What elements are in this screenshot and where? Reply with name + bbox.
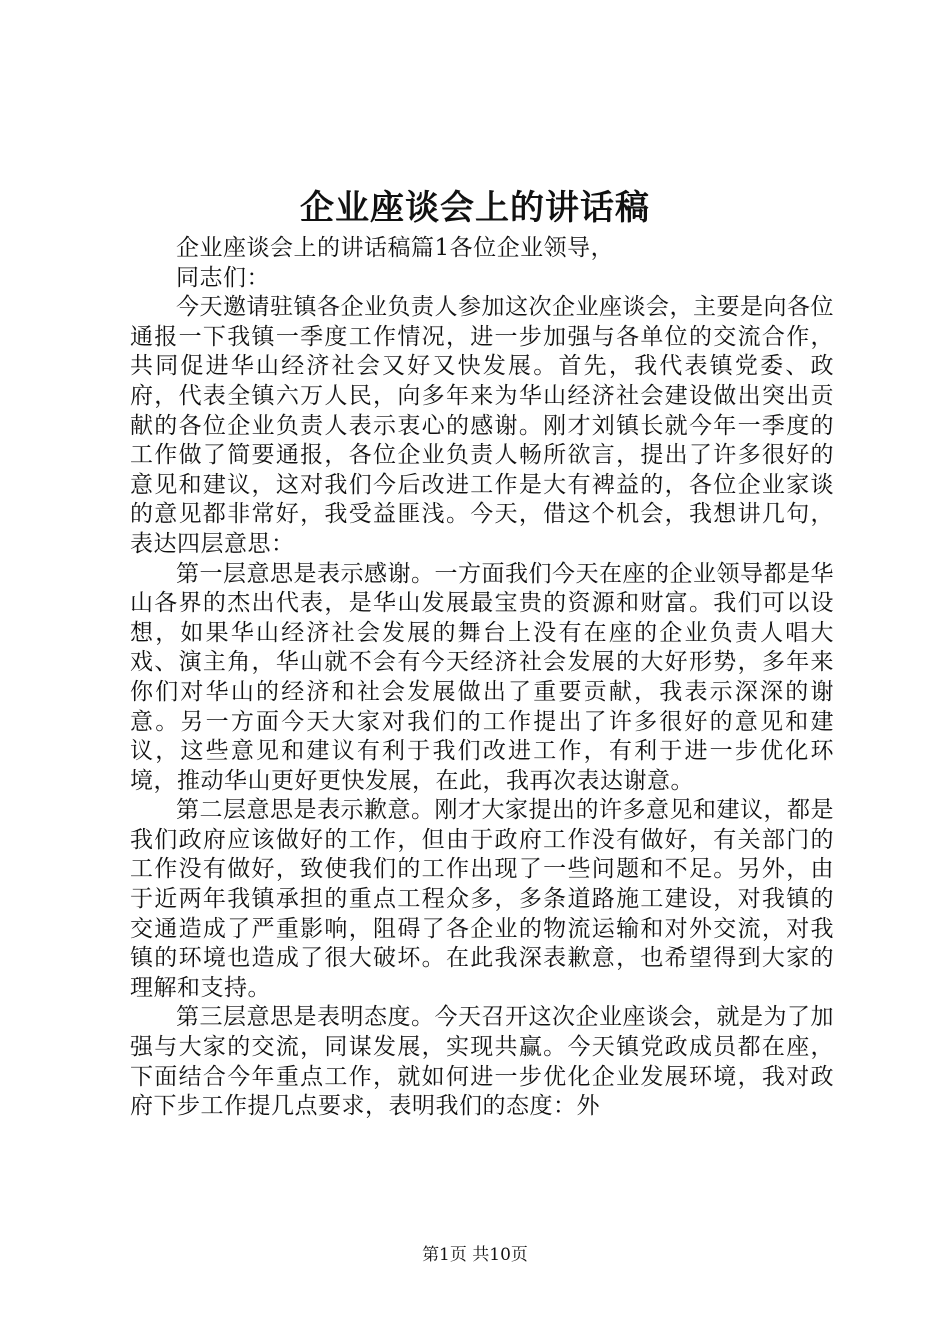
document-body	[130, 234, 834, 1122]
body-paragraph: 同志们：	[176, 264, 270, 291]
page-number-footer: 第1页 共10页	[422, 1245, 528, 1265]
body-paragraph: 今天邀请驻镇各企业负责人参加这次企业座谈会，主要是向各位通报一下我镇一季度工作情况，进一步加强与各单位的交流合作，共同促进华山经济社会又好又快发展。首先，我代表镇党委、政府，代表全镇六万人民，向多年来为华山经济社会建设做出突出贡献的各位企业负责人表示衷心的感谢。刚才刘镇长就今年一季度的工作做了简要通报，各位企业负责人畅所欲言，提出了许多很好的意见和建议，这对我们今后改进工作是大有裨益的，各位企业家谈的意见都非常好，我受益匪浅。今天，借这个机会，我想讲几句，表达四层意思：	[130, 294, 834, 557]
body-paragraph: 第一层意思是表示感谢。一方面我们今天在座的企业领导都是华山各界的杰出代表，是华山发展最宝贵的资源和财富。我们可以设想，如果华山经济社会发展的舞台上没有在座的企业负责人唱大戏、演主角，华山就不会有今天经济社会发展的大好形势，多年来你们对华山的经济和社会发展做出了重要贡献，我表示深深的谢意。另一方面今天大家对我们的工作提出了许多很好的意见和建议，这些意见和建议有利于我们改进工作，有利于进一步优化环境，推动华山更好更快发展，在此，我再次表达谢意。	[130, 560, 834, 794]
body-paragraph: 第三层意思是表明态度。今天召开这次企业座谈会，就是为了加强与大家的交流，同谋发展，实现共赢。今天镇党政成员都在座，下面结合今年重点工作，就如何进一步优化企业发展环境，我对政府下步工作提几点要求，表明我们的态度：外	[130, 1004, 834, 1120]
body-paragraph: 企业座谈会上的讲话稿篇1各位企业领导，	[176, 235, 615, 261]
document-title: 企业座谈会上的讲话稿	[300, 188, 650, 228]
body-paragraph: 第二层意思是表示歉意。刚才大家提出的许多意见和建议，都是我们政府应该做好的工作，但由于政府工作没有做好，有关部门的工作没有做好，致使我们的工作出现了一些问题和不足。另外，由于近两年我镇承担的重点工程众多，多条道路施工建设，对我镇的交通造成了严重影响，阻碍了各企业的物流运输和对外交流，对我镇的环境也造成了很大破坏。在此我深表歉意，也希望得到大家的理解和支持。	[130, 797, 834, 1001]
